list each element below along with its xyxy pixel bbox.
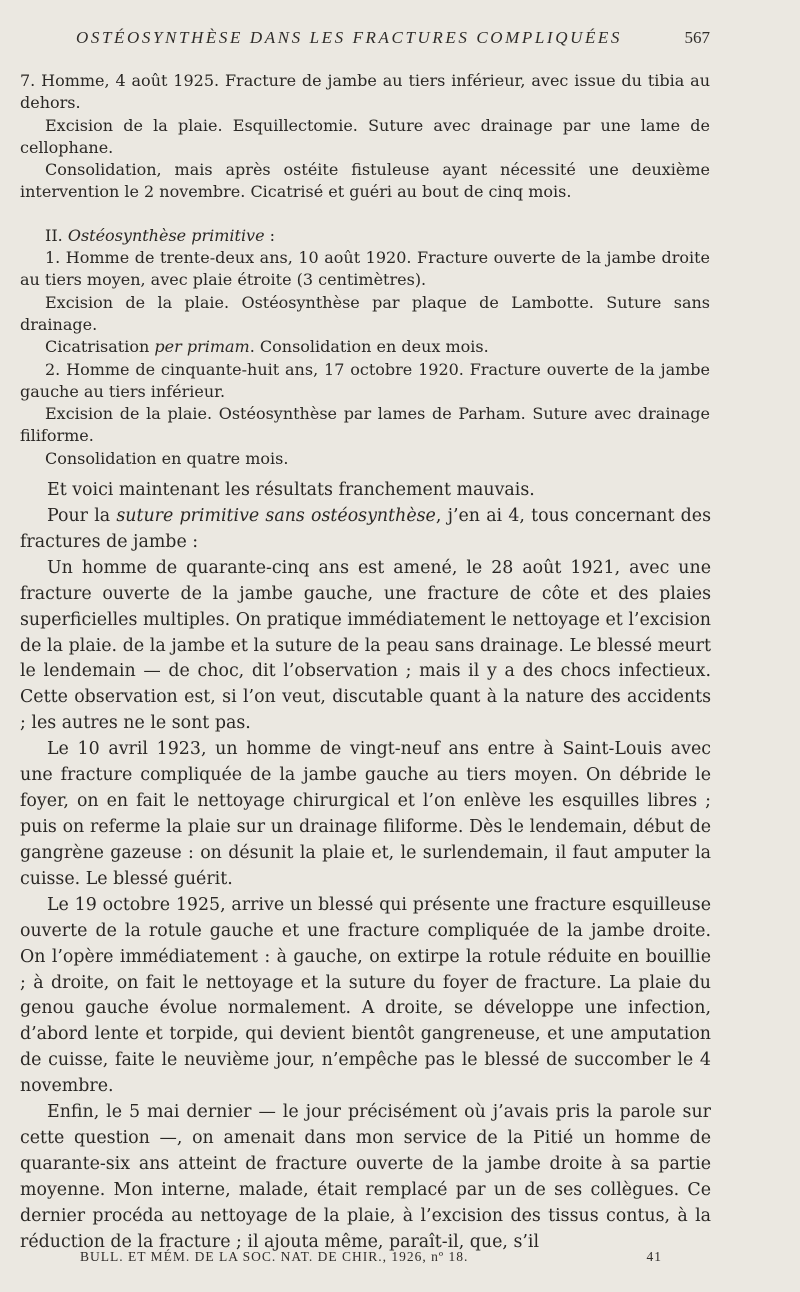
signature-number: 41 (646, 1249, 662, 1264)
case-1-treatment: Excision de la plaie. Ostéosynthèse par plaque de Lambotte. Suture sans drainage. (20, 292, 710, 334)
case-7-outcome: Consolidation, mais après ostéite fistuleuse ayant nécessité une deuxième intervention le 2 novembre. Cicatrisé et guéri au bout de cinq mois. (20, 160, 710, 202)
main-text (20, 478, 711, 1256)
case-2-outcome: Consolidation en quatre mois. (45, 448, 289, 468)
case-2-treatment: Excision de la plaie. Ostéosynthèse par lames de Parham. Suture avec drainage filiforme. (20, 404, 710, 446)
page-number: 567 (684, 28, 710, 47)
paragraph-intro: Et voici maintenant les résultats franchement mauvais. (47, 480, 535, 500)
case-7-treatment: Excision de la plaie. Esquillectomie. Suture avec drainage par une lame de cellophane. (20, 115, 710, 157)
paragraph-case-a: Un homme de quarante-cinq ans est amené, le 28 août 1921, avec une fracture ouverte de la jambe gauche, une fracture de côte et des plaies superficielles multiples. On pratique immédiatement le nettoyage et l’excision de la plaie. de la jambe et la suture de la peau sans drainage. Le blessé meurt le lendemain — de choc, dit l’observation ; mais il y a des chocs infectieux. Cette observation est, si l’on veut, discutable quant à la nature des accidents ; les autres ne le sont pas. (20, 557, 711, 734)
case-7-intro: 7. Homme, 4 août 1925. Fracture de jambe au tiers inférieur, avec issue du tibia au dehors. (20, 71, 710, 113)
case-2-intro: 2. Homme de cinquante-huit ans, 17 octobre 1920. Fracture ouverte de la jambe gauche au tiers inférieur. (20, 359, 710, 401)
journal-citation: BULL. ET MÉM. DE LA SOC. NAT. DE CHIR., 1926, nº 18. (80, 1249, 469, 1264)
paragraph-case-d: Enfin, le 5 mai dernier — le jour précisément où j’avais pris la parole sur cette question —, on amenait dans mon service de la Pitié un homme de quarante-six ans atteint de fracture ouverte de la jambe droite à sa partie moyenne. Mon interne, malade, était remplacé par un de ses collègues. Ce dernier procéda au nettoyage de la plaie, à l’excision des tissus contus, à la réduction de la fracture ; il ajouta même, paraît-il, que, s’il (20, 1102, 711, 1252)
case-1-outcome: Cicatrisation per primam. Consolidation en deux mois. (45, 337, 489, 357)
case-list (20, 70, 710, 470)
paragraph-case-b: Le 10 avril 1923, un homme de vingt-neuf ans entre à Saint-Louis avec une fracture compliquée de la jambe gauche au tiers moyen. On débride le foyer, on en fait le nettoyage chirurgical et l’on enlève les esquilles libres ; puis on referme la plaie sur un drainage filiforme. Dès le lendemain, début de gangrène gazeuse : on désunit la plaie et, le surlendemain, il faut amputer la cuisse. Le blessé guérit. (20, 739, 711, 889)
section-heading: II. Ostéosynthèse primitive : (45, 225, 276, 245)
paragraph-case-c: Le 19 octobre 1925, arrive un blessé qui présente une fracture esquilleuse ouverte de la rotule gauche et une fracture compliquée de la jambe droite. On l’opère immédiatement : à gauche, on extirpe la rotule réduite en bouillie ; à droite, on fait le nettoyage et la suture du foyer de fracture. La plaie du genou gauche évolue normalement. A droite, se développe une infection, d’abord lente et torpide, qui devient bientôt gangreneuse, et une amputation de cuisse, faite le neuvième jour, n’empêche pas le blessé de succomber le 4 novembre. (20, 894, 711, 1097)
page-footer (80, 1249, 662, 1265)
section-title: Ostéosynthèse primitive (67, 225, 265, 245)
section-number: II. (45, 225, 63, 245)
running-title: OSTÉOSYNTHÈSE DANS LES FRACTURES COMPLIQUÉES (76, 28, 623, 47)
case-1-intro: 1. Homme de trente-deux ans, 10 août 1920. Fracture ouverte de la jambe droite au tiers moyen, avec plaie étroite (3 centimètres). (20, 248, 710, 290)
paragraph-suture: Pour la suture primitive sans ostéosynthèse, j’en ai 4, tous concernant des fractures de jambe : (20, 505, 711, 552)
